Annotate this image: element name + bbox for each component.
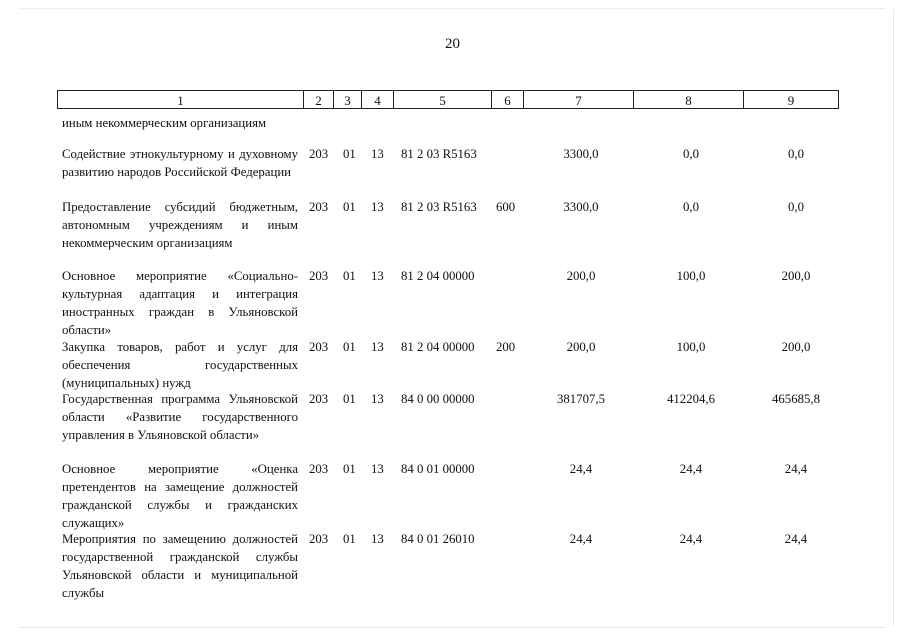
row-subsection: 13 (371, 340, 384, 354)
row-target-article: 81 2 04 00000 (401, 269, 475, 283)
scan-edge-bottom (20, 627, 885, 628)
row-section: 01 (343, 269, 356, 283)
row-amount-year2: 100,0 (676, 340, 706, 354)
row-amount-year2: 0,0 (683, 200, 699, 214)
row-name: Основное мероприятие «Социально-культурная адаптация и интеграция иностранных граждан в Ульяновской области» (62, 269, 298, 337)
row-subsection: 13 (371, 200, 384, 214)
row-amount-year1: 200,0 (566, 269, 596, 283)
row-name: Основное мероприятие «Оценка претендентов на замещение должностей гражданской службы и гражданских служащих» (62, 462, 298, 530)
header-col-4: 4 (361, 90, 393, 109)
row-amount-year3: 24,4 (784, 532, 808, 546)
row-subsection: 13 (371, 269, 384, 283)
scan-edge-top (20, 8, 885, 9)
header-col-8: 8 (633, 90, 743, 109)
header-col-6: 6 (491, 90, 523, 109)
row-ministry-code: 203 (309, 392, 329, 406)
row-amount-year2: 24,4 (679, 532, 703, 546)
header-col-9: 9 (743, 90, 839, 109)
row-amount-year2: 0,0 (683, 147, 699, 161)
header-col-7: 7 (523, 90, 633, 109)
row-amount-year3: 0,0 (788, 147, 804, 161)
row-name: Закупка товаров, работ и услуг для обеспечения государственных (муниципальных) нужд (62, 340, 298, 390)
row-amount-year2: 24,4 (679, 462, 703, 476)
row-target-article: 81 2 03 R5163 (401, 200, 477, 214)
row-ministry-code: 203 (309, 269, 329, 283)
row-amount-year3: 465685,8 (772, 392, 820, 406)
row-amount-year1: 200,0 (566, 340, 596, 354)
row-section: 01 (343, 392, 356, 406)
row-amount-year1: 3300,0 (563, 147, 599, 161)
row-name: Мероприятия по замещению должностей государственной гражданской службы Ульяновской области и муниципальной службы (62, 532, 298, 600)
page-number: 20 (445, 36, 460, 52)
row-subsection: 13 (371, 392, 384, 406)
row-ministry-code: 203 (309, 532, 329, 546)
row-amount-year3: 200,0 (781, 269, 811, 283)
row-expense-type: 200 (496, 340, 516, 354)
row-section: 01 (343, 200, 356, 214)
header-col-1: 1 (57, 90, 303, 109)
row-ministry-code: 203 (309, 462, 329, 476)
header-col-2: 2 (303, 90, 333, 109)
row-amount-year3: 24,4 (784, 462, 808, 476)
row-subsection: 13 (371, 532, 384, 546)
row-ministry-code: 203 (309, 147, 329, 161)
row-name: Содействие этнокультурному и духовному развитию народов Российской Федерации (62, 147, 298, 179)
row-target-article: 84 0 01 00000 (401, 462, 475, 476)
row-amount-year1: 3300,0 (563, 200, 599, 214)
row-subsection: 13 (371, 147, 384, 161)
header-col-3: 3 (333, 90, 361, 109)
row-amount-year1: 381707,5 (557, 392, 605, 406)
row-amount-year3: 0,0 (788, 200, 804, 214)
row-ministry-code: 203 (309, 340, 329, 354)
row-amount-year2: 100,0 (676, 269, 706, 283)
scan-edge-right (893, 10, 894, 625)
row-target-article: 84 0 00 00000 (401, 392, 475, 406)
header-col-5: 5 (393, 90, 491, 109)
row-amount-year1: 24,4 (569, 532, 593, 546)
row-target-article: 84 0 01 26010 (401, 532, 475, 546)
row-ministry-code: 203 (309, 200, 329, 214)
row-name: Государственная программа Ульяновской области «Развитие государственного управления в Ульяновской области» (62, 392, 298, 442)
row-subsection: 13 (371, 462, 384, 476)
row-amount-year2: 412204,6 (667, 392, 715, 406)
row-expense-type: 600 (496, 200, 516, 214)
row-name: иным некоммерческим организациям (62, 116, 267, 130)
row-section: 01 (343, 532, 356, 546)
row-target-article: 81 2 04 00000 (401, 340, 475, 354)
row-section: 01 (343, 147, 356, 161)
row-section: 01 (343, 340, 356, 354)
row-amount-year3: 200,0 (781, 340, 811, 354)
row-target-article: 81 2 03 R5163 (401, 147, 477, 161)
row-section: 01 (343, 462, 356, 476)
row-amount-year1: 24,4 (569, 462, 593, 476)
row-name: Предоставление субсидий бюджетным, автономным учреждениям и иным некоммерческим организациям (62, 200, 298, 250)
